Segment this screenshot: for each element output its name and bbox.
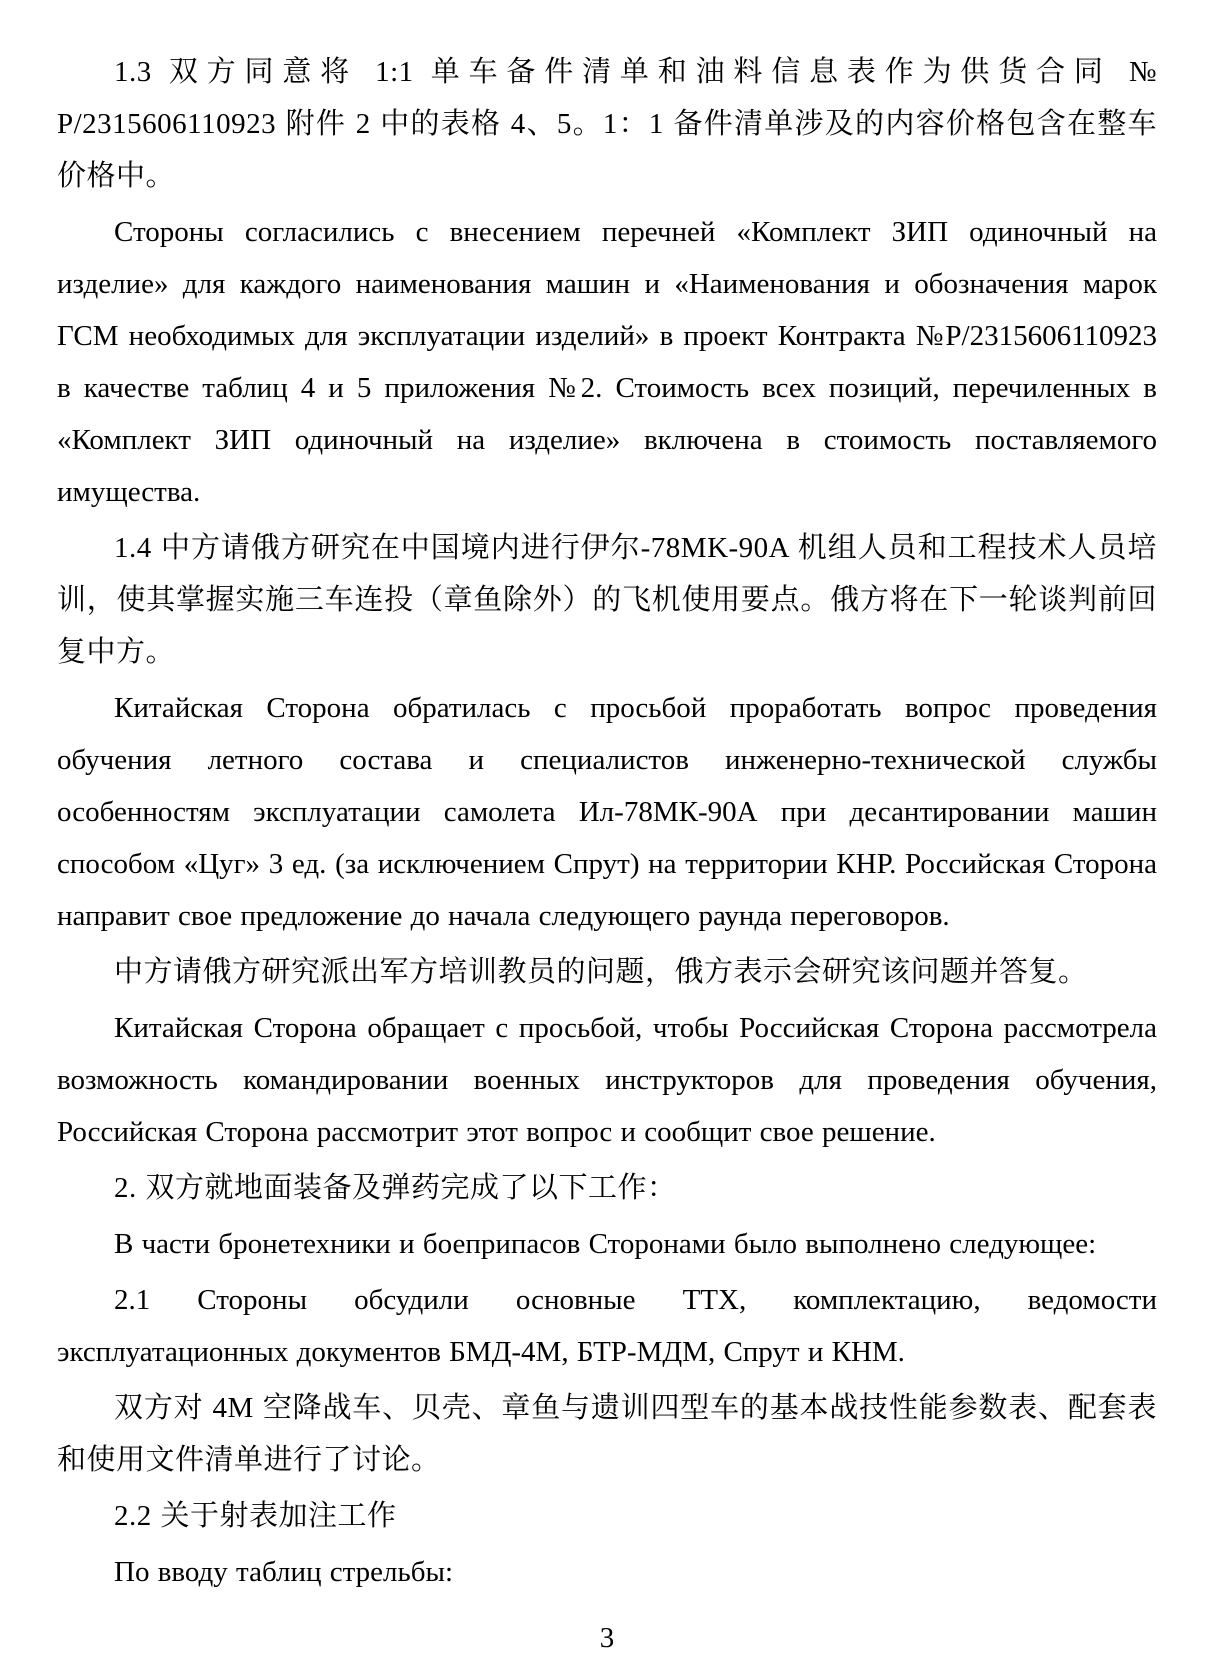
- paragraph-clause-2-1-ttx-documents: 2.1 Стороны обсудили основные ТТХ, комплектацию, ведомости эксплуатационных документов БМД-4М, БТР-МДМ, Спрут и КНМ.: [57, 1284, 1157, 1368]
- paragraph-clause-2-2-firing-tables-heading: 2.2 关于射表加注工作: [114, 1500, 397, 1532]
- paragraph-ru-il78-training: Китайская Сторона обратилась с просьбой проработать вопрос проведения обучения летного состава и специалистов инженерно-технической службы особенностям эксплуатации самолета Ил-78МК-90А при десантировании машин способом «Цуг» 3 ед. (за исключением Спрут) на территории КНР. Российская Сторона направит свое предложение до начала следующего раунда переговоров.: [57, 692, 1157, 932]
- paragraph-ru-armor-ammo-intro: В части бронетехники и боеприпасов Сторонами было выполнено следующее:: [114, 1228, 1097, 1260]
- paragraph-zh-military-instructors-request: 中方请俄方研究派出军方培训教员的问题，俄方表示会研究该问题并答复。: [114, 956, 1088, 988]
- paragraph-clause-2-ground-equipment-heading: 2. 双方就地面装备及弹药完成了以下工作：: [114, 1172, 677, 1204]
- paragraph-ru-firing-tables-intro: По вводу таблиц стрельбы:: [114, 1556, 454, 1588]
- page-number: 3: [599, 1622, 615, 1654]
- paragraph-zh-four-vehicle-tables: 双方对 4M 空降战车、贝壳、章鱼与遗训四型车的基本战技性能参数表、配套表和使用文件清单进行了讨论。: [57, 1392, 1157, 1476]
- paragraph-clause-1-4-training-request: 1.4 中方请俄方研究在中国境内进行伊尔-78MK-90A 机组人员和工程技术人员培训，使其掌握实施三车连投（章鱼除外）的飞机使用要点。俄方将在下一轮谈判前回复中方。: [57, 532, 1157, 668]
- paragraph-clause-1-3-spare-parts: 1.3 双方同意将 1:1 单车备件清单和油料信息表作为供货合同 № P/2315606110923 附件 2 中的表格 4、5。1：1 备件清单涉及的内容价格包含在整车价格中。: [57, 56, 1157, 192]
- paragraph-ru-military-instructors: Китайская Сторона обращает с просьбой, чтобы Российская Сторона рассмотрела возможность командировании военных инструкторов для проведения обучения, Российская Сторона рассмотрит этот вопрос и сообщит свое решение.: [57, 1012, 1157, 1148]
- paragraph-ru-zip-lists-agreement: Стороны согласились с внесением перечней «Комплект ЗИП одиночный на изделие» для каждого наименования машин и «Наименования и обозначения марок ГСМ необходимых для эксплуатации изделий» в проект Контракта №Р/2315606110923 в качестве таблиц 4 и 5 приложения №2. Стоимость всех позиций, перечиленных в «Комплект ЗИП одиночный на изделие» включена в стоимость поставляемого имущества.: [57, 216, 1157, 508]
